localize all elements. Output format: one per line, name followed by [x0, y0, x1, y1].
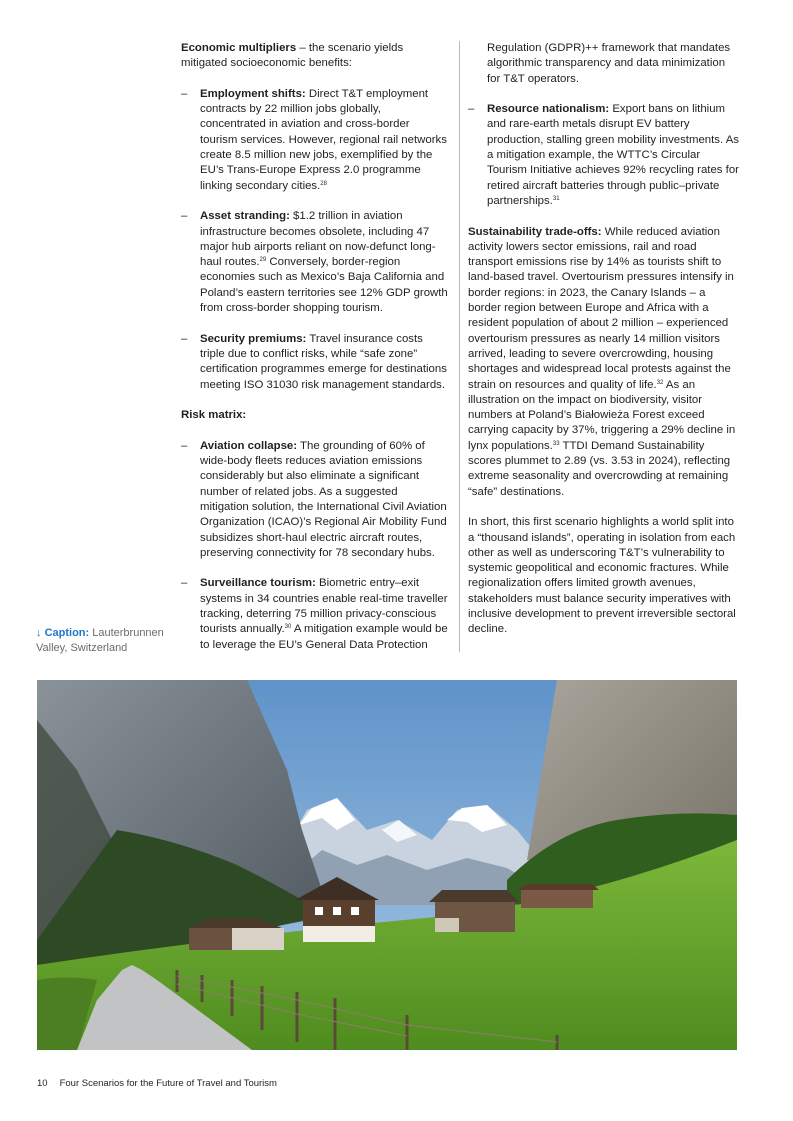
continuation-text: Regulation (GDPR)++ framework that mandates algorithmic transparency and data minimization for T&T operators. — [487, 42, 731, 85]
bullet-dash: – — [181, 577, 188, 590]
bullet-text: The grounding of 60% of wide-body fleets reduces aviation emissions considerably but also eliminate a significant number of related jobs. As a suggested mitigation solution, the International Civil Aviation Organization (ICAO)’s Regional Air Mobility Fund subsidizes short-haul electric aircraft routes, preserving connectivity for 78 secondary hubs. — [200, 439, 447, 559]
landscape-photo — [37, 680, 737, 1050]
right-column — [468, 41, 740, 638]
sustainability-text: As an illustration on the impact on biodiversity, visitor numbers at Poland’s Białowieża Forest exceed carrying capacity by 37%, triggering a 29% decline in lynx populations. — [468, 378, 736, 452]
page-number: 10 — [37, 1078, 48, 1089]
list-item — [468, 102, 740, 209]
footnote-ref: 31 — [552, 195, 560, 202]
bullet-text: $1.2 trillion in aviation infrastructure becomes obsolete, including 47 major hub airports reliant on now-defunct long-haul routes. — [200, 210, 436, 269]
sustainability-paragraph — [468, 225, 740, 500]
document-title: Four Scenarios for the Future of Travel and Tourism — [59, 1078, 277, 1089]
bullet-lead: Aviation collapse: — [200, 439, 298, 452]
sustainability-text: TTDI Demand Sustainability scores plummet to 2.89 (vs. 3.53 in 2024), reflecting extreme seasonality and overcrowding at remaining “safe” destinations. — [468, 439, 731, 498]
bullet-lead: Asset stranding: — [200, 210, 290, 223]
list-item — [181, 439, 449, 561]
footnote-ref: 32 — [656, 379, 664, 386]
footnote-ref: 30 — [284, 624, 292, 631]
footnote-ref: 33 — [552, 440, 560, 447]
bullet-text-continued: Conversely, border-region economies such as Mexico’s Baja California and Poland’s eastern territories see 12% GDP growth from cross-border shopping tourism. — [200, 256, 448, 315]
sustainability-lead: Sustainability trade-offs: — [468, 225, 602, 238]
bullet-dash: – — [181, 439, 188, 452]
page-footer — [37, 1076, 277, 1091]
footnote-ref: 29 — [259, 257, 267, 264]
intro-paragraph — [181, 41, 449, 72]
sustainability-text: While reduced aviation activity lowers sector emissions, rail and road transport emissions rise by 14% as tourists shift to land-based travel. Overtourism pressures intensify in border regions: in 2023, the Canary Islands – a border region between Europe and Africa with a resident population of about 2 million – experienced overtourism pressures as nearly 14 million visitors arrived, leading to severe overcrowding, housing shortages and widespread local protests against the strain on resources and quality of life. — [468, 225, 734, 391]
bullet-lead: Surveillance tourism: — [200, 577, 316, 590]
photo-caption — [36, 626, 178, 656]
bullet-text: Biometric entry–exit systems in 34 countries enable real-time traveller tracking, deterring 75 million privacy-conscious tourists annually. — [200, 577, 448, 636]
valley-illustration — [37, 680, 737, 1050]
caption-text: Lauterbrunnen Valley, Switzerland — [36, 627, 164, 654]
bullet-text: Export bans on lithium and rare-earth metals disrupt EV battery production, stalling green mobility investments. As a mitigation example, the WTTC’s Circular Tourism Initiative achieves 92% recycling rates for retired aircraft batteries through public–private partnerships. — [487, 103, 739, 207]
column-divider — [459, 41, 460, 652]
left-column — [181, 41, 449, 653]
bullet-text: Travel insurance costs triple due to conflict risks, while “safe zone” certification programmes emerge for destinations meeting ISO 31030 risk management standards. — [200, 332, 447, 391]
list-item — [181, 87, 449, 194]
footnote-ref: 28 — [320, 180, 327, 187]
bullet-lead: Resource nationalism: — [487, 103, 610, 116]
caption-label: Caption: — [44, 627, 90, 639]
list-item-continuation — [468, 41, 740, 87]
bullet-dash: – — [181, 210, 188, 223]
bullet-lead: Employment shifts: — [200, 87, 306, 100]
arrow-down-icon: ↓ — [36, 627, 42, 639]
intro-text: – the scenario yields mitigated socioeconomic benefits: — [181, 42, 404, 70]
bullet-text-continued: A mitigation example would be to leverage the EU’s General Data Protection — [200, 623, 448, 651]
risk-matrix-heading: Risk matrix: — [181, 409, 247, 422]
list-item — [181, 576, 449, 652]
list-item — [181, 209, 449, 316]
bullet-dash: – — [181, 87, 188, 100]
closing-paragraph: In short, this first scenario highlights a world split into a “thousand islands”, operating in isolation from each other as well as underscoring T&T’s vulnerability to systemic geopolitical and economic fractures. While regionalization offers limited growth avenues, stakeholders must balance security imperatives with inclusive development to prevent irreversible sectoral decline. — [468, 516, 736, 636]
list-item — [181, 332, 449, 393]
bullet-lead: Security premiums: — [200, 332, 307, 345]
bullet-dash: – — [181, 332, 188, 345]
bullet-text: Direct T&T employment contracts by 22 million jobs globally, concentrated in aviation and cross-border tourism services. However, regional rail networks create 8.5 million new jobs, exemplified by the EU’s Trans-Europe Express 2.0 programme linking secondary cities. — [200, 87, 447, 192]
intro-lead: Economic multipliers — [181, 42, 297, 54]
bullet-dash: – — [468, 103, 475, 116]
